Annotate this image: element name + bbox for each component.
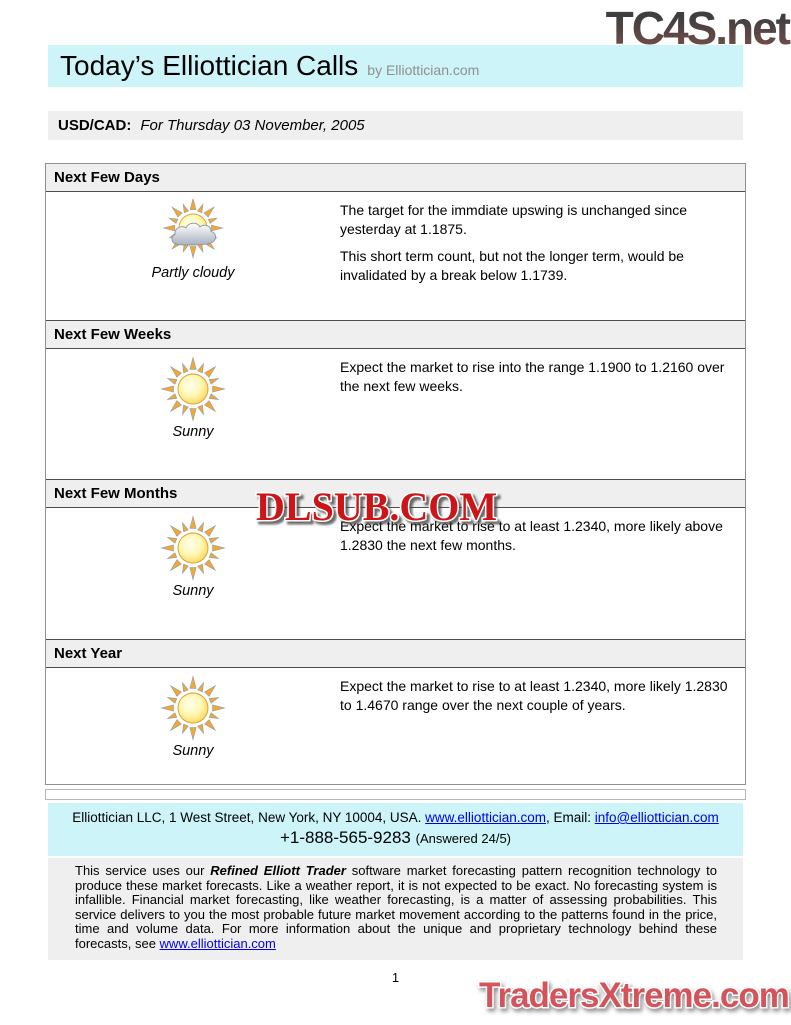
company-address: Elliottician LLC, 1 West Street, New York, NY 10004, USA. <box>72 810 426 825</box>
currency-pair-label: USD/CAD: <box>58 117 132 134</box>
page-number: 1 <box>391 970 400 985</box>
website-link[interactable]: www.elliottician.com <box>425 810 546 825</box>
forecast-text <box>340 349 740 479</box>
weather-caption: Partly cloudy <box>151 265 235 281</box>
sunny-icon <box>160 515 226 581</box>
disclaimer-text: This service uses our Refined Elliott Trader software market forecasting pattern recognition technology to produce these market forecasts. Like a weather report, it is not expected to be exact. No forecasting system is infallible. Financial market forecasting, like weather forecasting, is a matter of assessing probabilities. This service delivers to you the most probable future market movement according to the patterns found in the price, time and volume data. For more information about the unique and proprietary technology behind these forecasts, see www.elliottician.com <box>75 863 717 951</box>
partly-cloudy-icon <box>161 199 225 263</box>
section-title: Next Few Weeks <box>46 320 745 349</box>
sunny-icon <box>160 356 226 422</box>
section-title: Next Year <box>46 639 745 668</box>
contact-phone-line <box>48 828 743 848</box>
page-title: Today’s Elliottician Calls <box>60 50 359 81</box>
forecast-text <box>340 192 740 320</box>
phone-number: +1-888-565-9283 <box>279 828 411 847</box>
tradersxtreme-watermark-text: TradersXtreme.com <box>479 976 789 1015</box>
tc4s-watermark <box>591 0 791 59</box>
empty-row-strip <box>45 789 746 800</box>
email-label: , Email: <box>545 810 595 825</box>
dlsub-watermark-text: DLSUB.COM <box>256 484 498 529</box>
tradersxtreme-watermark <box>473 968 791 1025</box>
forecast-paragraph: Expect the market to rise to at least 1.2340, more likely above 1.2830 the next few months. <box>340 518 723 553</box>
weather-caption: Sunny <box>172 743 214 759</box>
product-name: Refined Elliott Trader <box>210 863 346 878</box>
disclaimer-website-link[interactable]: www.elliottician.com <box>159 935 276 951</box>
section-next-few-weeks <box>46 320 745 479</box>
disclaimer-band <box>48 858 743 960</box>
icon-column <box>46 192 340 320</box>
forecast-paragraph: Expect the market to rise to at least 1.2340, more likely 1.2830 to 1.4670 range over the next couple of years. <box>340 678 728 713</box>
dlsub-watermark <box>252 482 552 539</box>
icon-column <box>46 349 340 479</box>
sunny-icon <box>160 675 226 741</box>
forecast-paragraph: Expect the market to rise into the range 1.1900 to 1.2160 over the next few weeks. <box>340 359 725 394</box>
weather-caption: Sunny <box>172 424 214 440</box>
forecast-paragraph: The target for the immdiate upswing is unchanged since yesterday at 1.1875. <box>340 202 688 237</box>
forecast-paragraph: This short term count, but not the longer term, would be invalidated by a break below 1.1739. <box>340 248 684 283</box>
section-next-few-days <box>46 164 745 320</box>
weather-caption: Sunny <box>172 583 214 599</box>
section-title: Next Few Months <box>46 479 745 508</box>
section-next-year <box>46 639 745 784</box>
contact-address-line <box>48 810 743 825</box>
tc4s-watermark-text: TC4S.net <box>605 2 789 54</box>
contact-band <box>48 803 743 856</box>
forecast-box <box>45 163 746 785</box>
byline: by Elliottician.com <box>367 62 480 78</box>
forecast-text <box>340 668 740 784</box>
phone-availability: (Answered 24/5) <box>415 831 512 846</box>
email-link[interactable]: info@elliottician.com <box>594 810 719 825</box>
pair-date-band <box>48 111 743 140</box>
section-title: Next Few Days <box>46 164 745 192</box>
icon-column <box>46 668 340 784</box>
report-date: For Thursday 03 November, 2005 <box>140 117 365 134</box>
